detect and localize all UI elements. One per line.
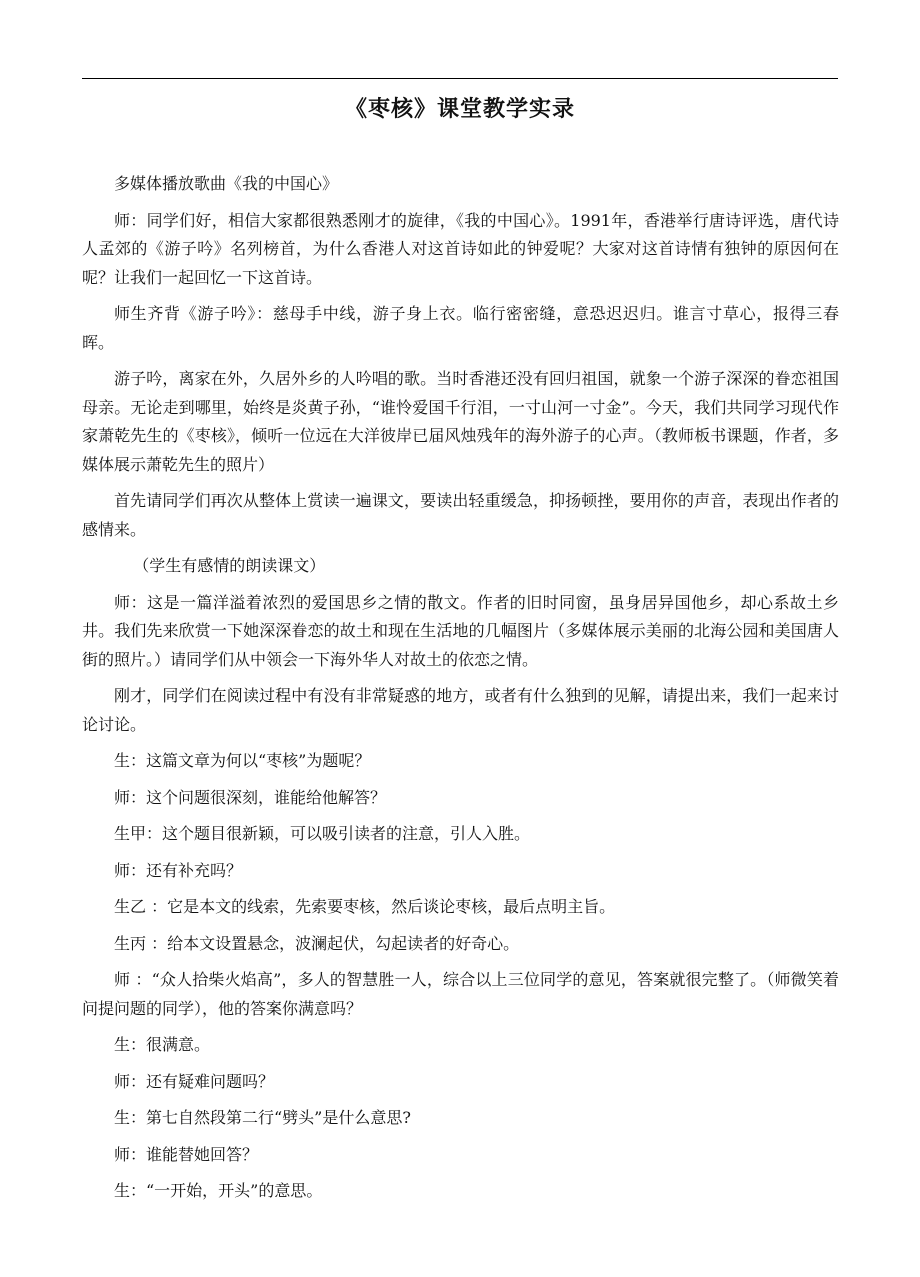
paragraph: 首先请同学们再次从整体上赏读一遍课文，要读出轻重缓急，抑扬顿挫，要用你的声音，表现出作者的感情来。 <box>82 491 839 539</box>
paragraph: 游子吟，离家在外，久居外乡的人吟唱的歌。当时香港还没有回归祖国，就象一个游子深深的眷恋祖国母亲。无论走到哪里，始终是炎黄子孙，“谁怜爱国千行泪，一寸山河一寸金”。今天，我们共同学习现代作家萧乾先生的《枣核》，倾听一位远在大洋彼岸已届风烛残年的海外游子的心声。（教师板书课题，作者，多媒体展示萧乾先生的照片） <box>82 369 839 474</box>
document-title: 《枣核》课堂教学实录 <box>344 97 575 122</box>
dialogue-line: 师：还有疑难问题吗？ <box>114 1071 275 1091</box>
dialogue-line: 师：还有补充吗？ <box>114 860 243 880</box>
dialogue-line: 生乙 ：它是本文的线索，先索要枣核，然后谈论枣核，最后点明主旨。 <box>114 897 616 916</box>
paragraph: 师生齐背《游子吟》：慈母手中线，游子身上衣。临行密密缝，意恐迟迟归。谁言寸草心，报得三春晖。 <box>82 304 839 352</box>
dialogue-line: 生：第七自然段第二行“劈头”是什么意思? <box>114 1108 411 1127</box>
paragraph: （学生有感情的朗读课文） <box>133 556 326 575</box>
dialogue-line: 生甲：这个题目很新颖，可以吸引读者的注意，引人入胜。 <box>114 824 531 843</box>
paragraph: 多媒体播放歌曲《我的中国心》 <box>114 174 339 193</box>
paragraph: 师：这是一篇洋溢着浓烈的爱国思乡之情的散文。作者的旧时同窗，虽身居异国他乡，却心系故土乡井。我们先来欣赏一下她深深眷恋的故土和现在生活地的几幅图片（多媒体展示美丽的北海公园和美国唐人街的照片。）请同学们从中领会一下海外华人对故土的依恋之情。 <box>82 592 839 669</box>
document-body <box>82 170 839 1214</box>
paragraph: 刚才，同学们在阅读过程中有没有非常疑惑的地方，或者有什么独到的见解，请提出来，我们一起来讨论讨论。 <box>82 686 839 734</box>
header-rule <box>82 78 838 79</box>
dialogue-line: 师：谁能替她回答？ <box>114 1144 259 1164</box>
dialogue-line: 生：很满意。 <box>114 1035 211 1054</box>
paragraph: 师：同学们好，相信大家都很熟悉刚才的旋律，《我的中国心》。1991年，香港举行唐诗评选，唐代诗人孟郊的《游子吟》名列榜首，为什么香港人对这首诗如此的钟爱呢？大家对这首诗情有独钟的原因何在呢？让我们一起回忆一下这首诗。 <box>82 210 839 287</box>
dialogue-line: 生丙 ：给本文设置悬念，波澜起伏，勾起读者的好奇心。 <box>114 933 520 953</box>
dialogue-line: 生：这篇文章为何以“枣核”为题呢？ <box>114 751 371 770</box>
dialogue-line: 师：这个问题很深刻，谁能给他解答？ <box>114 787 387 807</box>
dialogue-line: 师 ：“众人拾柴火焰高”，多人的智慧胜一人，综合以上三位同学的意见，答案就很完整了。（师微笑着问提问题的同学），他的答案你满意吗？ <box>82 970 839 1018</box>
dialogue-line: 生：“一开始，开头”的意思。 <box>114 1181 323 1200</box>
